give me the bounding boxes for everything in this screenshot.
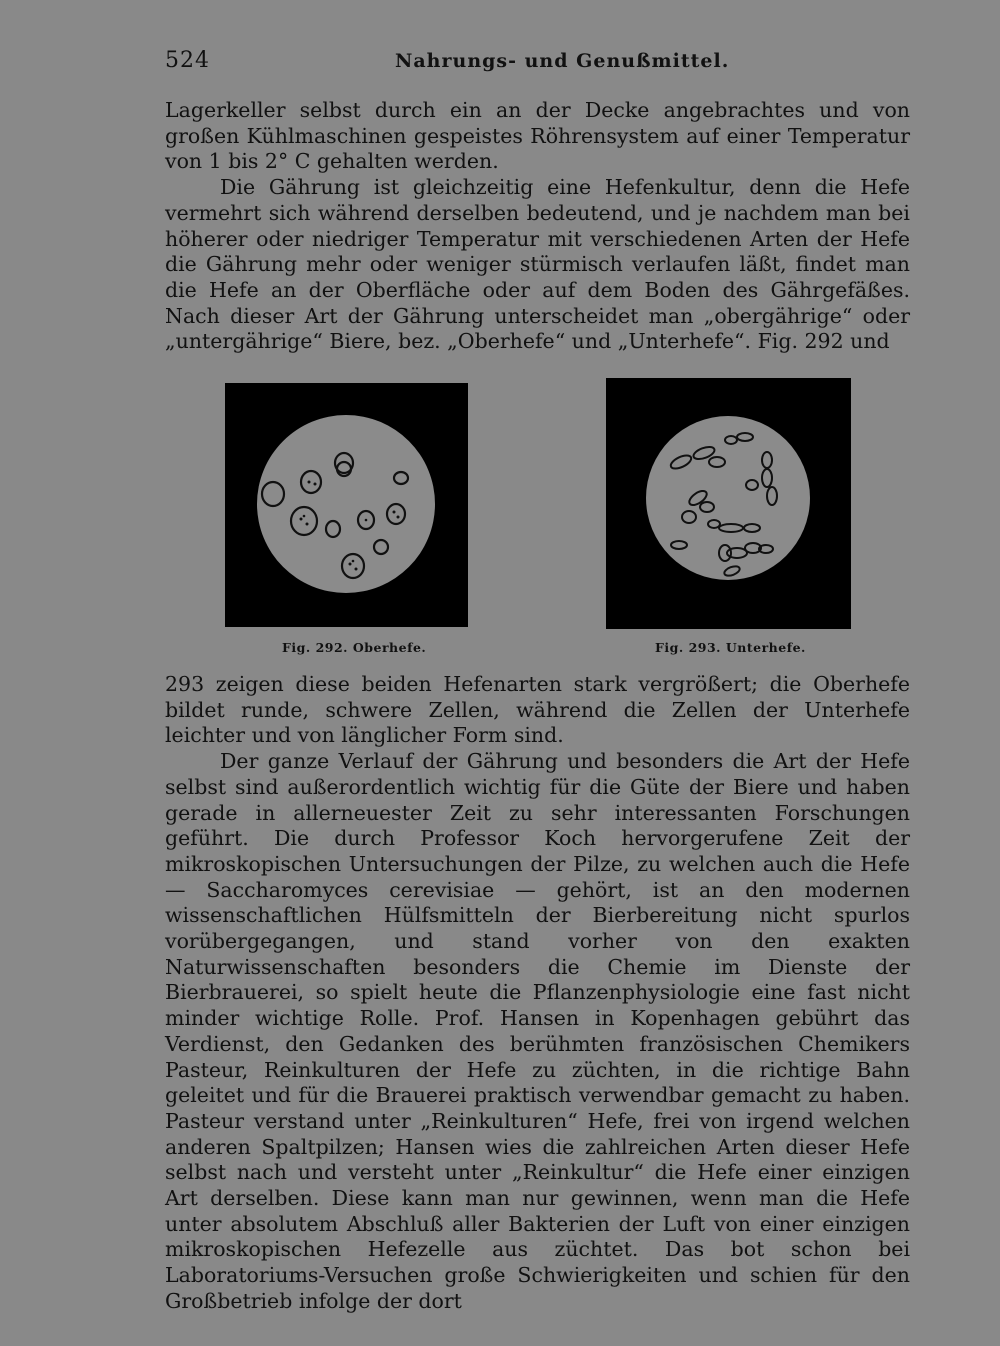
figure-unterhefe bbox=[606, 378, 851, 629]
running-title: Nahrungs- und Genußmittel. bbox=[395, 50, 730, 72]
page-number: 524 bbox=[165, 48, 210, 73]
figure-caption-293: Fig. 293. Unterhefe. bbox=[655, 640, 806, 655]
figure-oberhefe bbox=[225, 383, 468, 627]
text-block-bottom bbox=[165, 672, 910, 1315]
paragraph: Die Gährung ist gleichzeitig eine Hefenkultur, denn die Hefe vermehrt sich während derselben bedeutend, und je nachdem man bei höherer oder niedriger Temperatur mit verschiedenen Arten der Hefe die Gährung mehr oder weniger stürmisch verlaufen läßt, findet man die Hefe an der Oberfläche oder auf dem Boden des Gährgefäßes. Nach dieser Art der Gährung unterscheidet man „obergährige“ oder „untergährige“ Biere, bez. „Oberhefe“ und „Unterhefe“. Fig. 292 und bbox=[165, 175, 910, 354]
figure-caption-292: Fig. 292. Oberhefe. bbox=[282, 640, 427, 655]
paragraph: Lagerkeller selbst durch ein an der Decke angebrachtes und von großen Kühlmaschinen gespeistes Röhrensystem auf einer Temperatur von 1 bis 2° C gehalten werden. bbox=[165, 98, 910, 174]
page-header bbox=[165, 48, 910, 82]
microscope-view-elongated-cells bbox=[606, 378, 851, 629]
text-block-top bbox=[165, 98, 910, 355]
paragraph: Der ganze Verlauf der Gährung und besonders die Art der Hefe selbst sind außerordentlich wichtig für die Güte der Biere und haben gerade in allerneuester Zeit zu sehr interessanten Forschungen geführt. Die durch Professor Koch hervorgerufene Zeit der mikroskopischen Untersuchungen der Pilze, zu welchen auch die Hefe — Saccharomyces cerevisiae — gehört, ist an den modernen wissenschaftlichen Hülfsmitteln der Bierbereitung nicht spurlos vorübergegangen, und stand vorher von den exakten Naturwissenschaften besonders die Chemie im Dienste der Bierbrauerei, so spielt heute die Pflanzenphysiologie eine fast nicht minder wichtige Rolle. Prof. Hansen in Kopenhagen gebührt das Verdienst, den Gedanken des berühmten französischen Chemikers Pasteur, Reinkulturen der Hefe zu züchten, in die richtige Bahn geleitet und für die Brauerei praktisch verwendbar gemacht zu haben. Pasteur verstand unter „Reinkulturen“ Hefe, frei von irgend welchen anderen Spaltpilzen; Hansen wies die zahlreichen Arten dieser Hefe selbst nach und versteht unter „Reinkultur“ die Hefe einer einzigen Art derselben. Diese kann man nur gewinnen, wenn man die Hefe unter absolutem Abschluß aller Bakterien der Luft von einer einzigen mikroskopischen Hefezelle aus züchtet. Das bot schon bei Laboratoriums-Versuchen große Schwierigkeiten und schien für den Großbetrieb infolge der dort bbox=[165, 749, 910, 1313]
microscope-view-round-cells bbox=[225, 383, 468, 627]
paragraph: 293 zeigen diese beiden Hefenarten stark vergrößert; die Oberhefe bildet runde, schwere Zellen, während die Zellen der Unterhefe leichter und von länglicher Form sind. bbox=[165, 672, 910, 748]
